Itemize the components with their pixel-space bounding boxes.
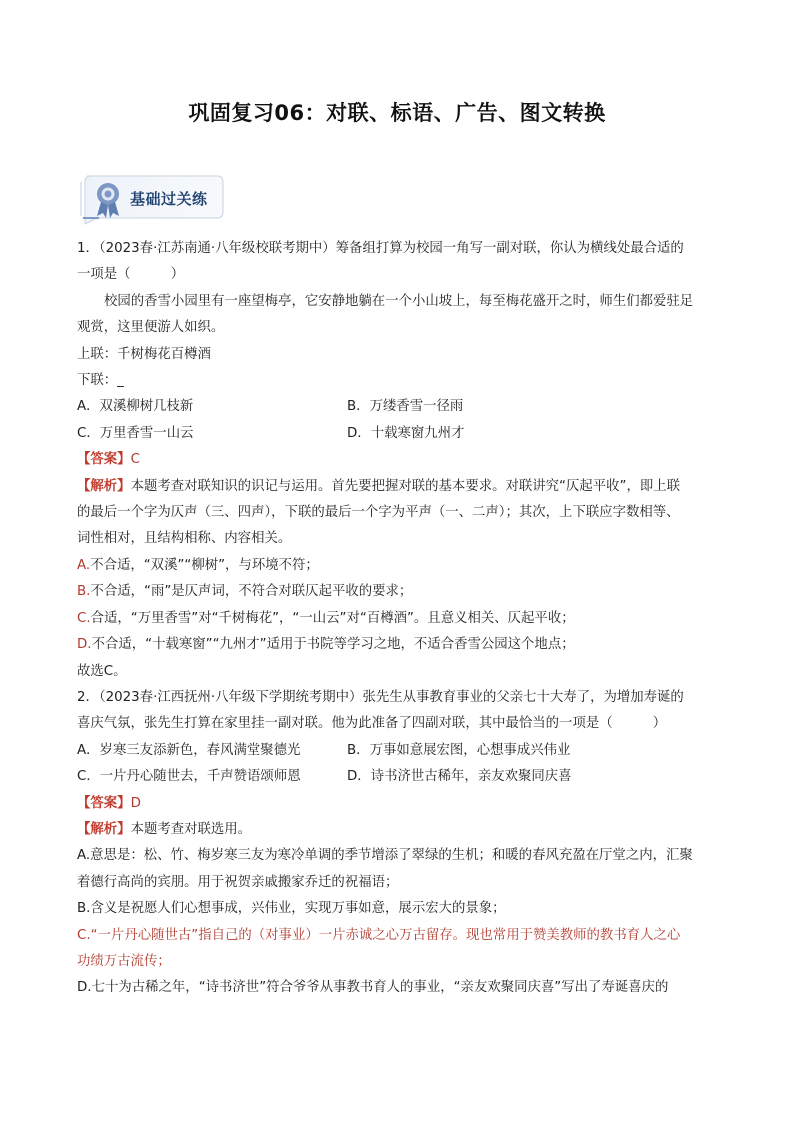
q2-stem-line-1: 2．（2023春·江西抚州·八年级下学期统考期中）张先生从事教育事业的父亲七十大寿了，为增加寿诞的 — [77, 689, 684, 705]
q1-explain-a — [77, 553, 723, 579]
q1-passage-line-1: 校园的香雪小园里有一座望梅亭，它安静地躺在一个小山坡上，每至梅花盛开之时，师生们都爱驻足 — [104, 293, 694, 309]
q1-conclusion: 故选C。 — [77, 663, 127, 679]
page-title: 巩固复习06：对联、标语、广告、图文转换 — [188, 101, 606, 125]
q2-explain-b: B.含义是祝愿人们心想事成，兴伟业，实现万事如意，展示宏大的景象； — [77, 901, 506, 917]
answer-tag: 【答案】 — [77, 452, 131, 468]
q1-options-row-1 — [77, 394, 723, 420]
q2-analysis-line-1 — [77, 817, 723, 843]
q1-analysis-line-3: 词性相对，且结构相称、内容相关。 — [77, 531, 292, 547]
q1-answer — [77, 447, 723, 473]
q1-explain-a-label: A. — [77, 557, 91, 573]
q1-option-a: A．双溪柳树几枝新 — [77, 399, 194, 415]
q1-analysis-line-2: 的最后一个字为仄声（三、四声），下联的最后一个字为平声（一、二声）；其次，上下联应字数相等、 — [77, 505, 680, 521]
q1-explain-a-text: 不合适，“双溪”“柳树”，与环境不符； — [90, 557, 319, 573]
q2-explain-a-line-2: 着德行高尚的宾朋。用于祝贺亲戚搬家乔迁的祝福语； — [77, 874, 399, 890]
q2-options-row-1 — [77, 738, 723, 764]
q1-stem-line-2: 一项是（ ） — [77, 267, 185, 283]
q1-explain-c-label: C. — [77, 610, 91, 626]
q1-passage-line-2: 观赏，这里便游人如织。 — [77, 320, 225, 336]
ribbon-medal-icon — [93, 180, 123, 220]
q1-explain-c-text: 合适，“万里香雪”对“千树梅花”，“一山云”对“百樽酒”。且意义相关、仄起平收； — [90, 610, 575, 626]
analysis-tag: 【解析】 — [77, 478, 131, 494]
q1-option-d: D．十载寒窗九州才 — [347, 425, 465, 441]
q1-option-b: B．万缕香雪一径雨 — [347, 399, 464, 415]
q2-explain-c-line-2: 功绩万古流传； — [77, 953, 171, 969]
q2-analysis-text-1: 本题考查对联选用。 — [130, 821, 252, 837]
q1-explain-d — [77, 632, 723, 658]
q2-answer-value: D — [130, 795, 141, 811]
q1-options-row-2 — [77, 421, 723, 447]
q1-stem-line-1: 1．（2023春·江苏南通·八年级校联考期中）筹备组打算为校园一角写一副对联，你认为横线处最合适的 — [77, 241, 684, 256]
q1-explain-b-label: B. — [77, 584, 91, 600]
answer-tag: 【答案】 — [77, 795, 131, 811]
q2-options-row-2 — [77, 764, 723, 790]
q1-explain-c — [77, 606, 723, 632]
q1-option-c: C．万里香雪一山云 — [77, 425, 194, 441]
q1-explain-d-text: 不合适，“十载寒窗”“九州才”适用于书院等学习之地，不适合香雪公园这个地点； — [91, 637, 575, 653]
analysis-tag: 【解析】 — [77, 821, 131, 837]
q2-explain-c-line-1: C.“一片丹心随世古”指自己的（对事业）一片赤诚之心万古留存。现也常用于赞美教师的教书育人之心 — [77, 927, 681, 943]
question-content — [77, 236, 723, 1002]
q2-option-d: D．诗书济世古稀年，亲友欢聚同庆喜 — [347, 769, 572, 785]
q1-explain-b-text: 不合适，“雨”是仄声词，不符合对联仄起平收的要求； — [90, 584, 413, 600]
q2-explain-d-line-1: D.七十为古稀之年，“诗书济世”符合爷爷从事教书育人的事业，“亲友欢聚同庆喜”写出了寿诞喜庆的 — [77, 980, 669, 996]
q2-option-c: C．一片丹心随世去，千声赞语颂师恩 — [77, 769, 301, 785]
q1-upper-couplet: 上联：千树梅花百樽酒 — [77, 346, 211, 362]
section-badge — [77, 172, 225, 226]
q1-explain-b — [77, 579, 723, 605]
q2-stem-line-2: 喜庆气氛，张先生打算在家里挂一副对联。他为此准备了四副对联，其中最恰当的一项是（ ） — [77, 716, 667, 732]
q1-analysis-line-1 — [77, 474, 723, 500]
q2-explain-a-line-1: A.意思是：松、竹、梅岁寒三友为寒冷单调的季节增添了翠绿的生机；和暖的春风充盈在厅堂之内，汇聚 — [77, 848, 693, 864]
q1-lower-couplet: 下联：_ — [77, 373, 124, 389]
q1-analysis-text-1: 本题考查对联知识的识记与运用。首先要把握对联的基本要求。对联讲究“仄起平收”，即上联 — [130, 478, 681, 494]
q1-explain-d-label: D. — [77, 637, 92, 653]
section-label: 基础过关练 — [130, 190, 208, 208]
q2-option-a: A．岁寒三友添新色，春风满堂聚德光 — [77, 742, 301, 758]
q2-answer — [77, 791, 723, 817]
q2-option-b: B．万事如意展宏图，心想事成兴伟业 — [347, 742, 571, 758]
q1-answer-value: C — [130, 452, 140, 468]
